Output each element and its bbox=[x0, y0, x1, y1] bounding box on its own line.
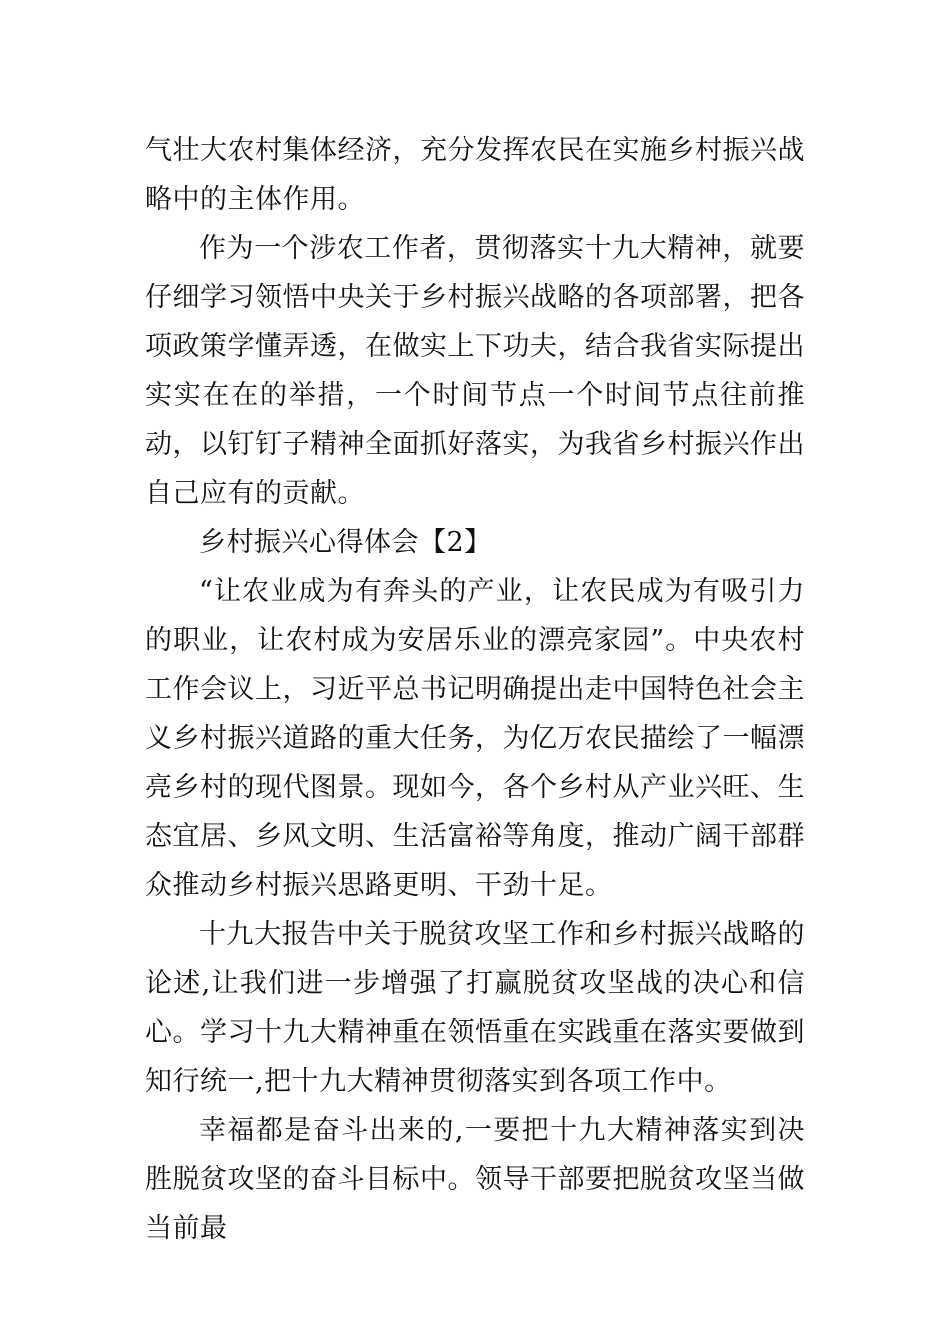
section-heading: 乡村振兴心得体会【2】 bbox=[199, 527, 492, 558]
paragraph-happiness: 幸福都是奋斗出来的,一要把十九大精神落实到决胜脱贫攻坚的奋斗目标中。领导干部要把脱贫攻坚当做当前最 bbox=[145, 1115, 805, 1244]
paragraph-poverty-alleviation: 十九大报告中关于脱贫攻坚工作和乡村振兴战略的论述,让我们进一步增强了打赢脱贫攻坚战的决心和信心。学习十九大精神重在领悟重在实践重在落实要做到知行统一,把十九大精神贯彻落实到各项工作中。 bbox=[145, 919, 805, 1097]
paragraph-agricultural-worker: 作为一个涉农工作者，贯彻落实十九大精神，就要仔细学习领悟中央关于乡村振兴战略的各项部署，把各项政策学懂弄透，在做实上下功夫，结合我省实际提出实实在在的举措，一个时间节点一个时间节点往前推动，以钉钉子精神全面抓好落实，为我省乡村振兴作出自己应有的贡献。 bbox=[145, 233, 805, 509]
paragraph-rural-vision: “让农业成为有奔头的产业，让农民成为有吸引力的职业，让农村成为安居乐业的漂亮家园”。中央农村工作会议上，习近平总书记明确提出走中国特色社会主义乡村振兴道路的重大任务，为亿万农民描绘了一幅漂亮乡村的现代图景。现如今，各个乡村从产业兴旺、生态宜居、乡风文明、生活富裕等角度，推动广阔干部群众推动乡村振兴思路更明、干劲十足。 bbox=[145, 576, 805, 901]
document-body bbox=[145, 126, 805, 1253]
paragraph-continuation: 气壮大农村集体经济，充分发挥农民在实施乡村振兴战略中的主体作用。 bbox=[145, 135, 805, 215]
